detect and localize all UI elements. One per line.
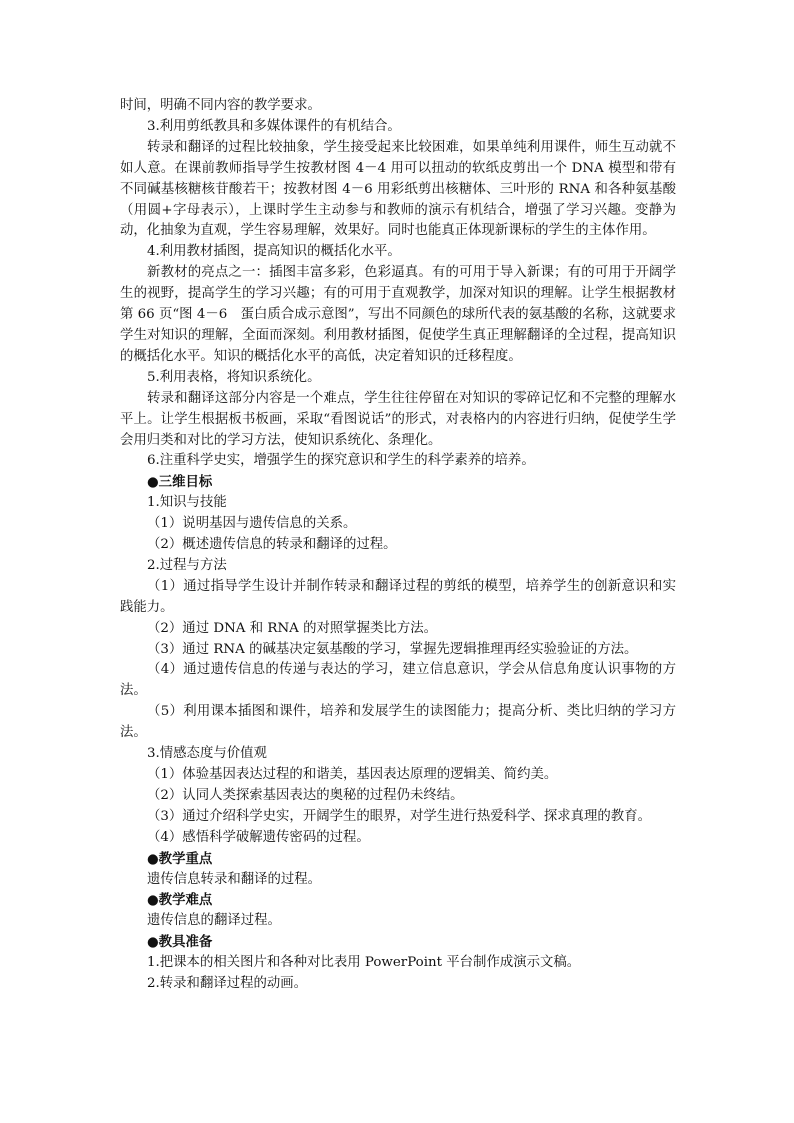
goal-item: （3）通过 RNA 的碱基决定氨基酸的学习，掌握先逻辑推理再经实验验证的方法。 bbox=[147, 641, 638, 657]
goal-heading-knowledge: 1.知识与技能 bbox=[147, 495, 227, 511]
section-heading-goals: ●三维目标 bbox=[147, 474, 213, 491]
item-heading-4: 4.利用教材插图，提高知识的概括化水平。 bbox=[147, 244, 401, 260]
goal-item: （2）认同人类探索基因表达的奥秘的过程仍未终结。 bbox=[147, 787, 464, 803]
item-heading-3: 3.利用剪纸教具和多媒体课件的有机结合。 bbox=[147, 118, 401, 134]
item-heading-5: 5.利用表格，将知识系统化。 bbox=[147, 369, 321, 385]
paragraph-paper-cutting: 转录和翻译的过程比较抽象，学生接受起来比较困难，如果单纯利用课件，师生互动就不如人意。在课前教师指导学生按教材图 4－4 用可以扭动的软纸皮剪出一个 DNA 模型和带有不同碱基核糖核苷酸若干；按教材图 4－6 用彩纸剪出核糖体、三叶形的 RNA 和各种氨基酸（用圆+字母表示），上课时学生主动参与和教师的演示有机结合，增强了学习兴趣。变静为动，化抽象为直观，学生容易理解，效果好。同时也能真正体现新课标的学生的主体作用。 bbox=[120, 139, 676, 239]
paragraph-illustrations: 新教材的亮点之一：插图丰富多彩，色彩逼真。有的可用于导入新课；有的可用于开阔学生的视野，提高学生的学习兴趣；有的可用于直观教学，加深对知识的理解。让学生根据教材第 66 页“图 4－6 蛋白质合成示意图”，写出不同颜色的球所代表的氨基酸的名称，这就要求学生对知识的理解，全面而深刻。利用教材插图，促使学生真正理解翻译的全过程，提高知识的概括化水平。知识的概括化水平的高低，决定着知识的迁移程度。 bbox=[120, 265, 676, 364]
goal-item: （2）通过 DNA 和 RNA 的对照掌握类比方法。 bbox=[147, 620, 437, 636]
key-points-text: 遗传信息转录和翻译的过程。 bbox=[147, 871, 322, 887]
goal-item: （1）通过指导学生设计并制作转录和翻译过程的剪纸的模型，培养学生的创新意识和实践能力。 bbox=[120, 578, 676, 615]
goal-heading-attitude: 3.情感态度与价值观 bbox=[147, 746, 267, 762]
materials-item: 2.转录和翻译过程的动画。 bbox=[147, 976, 308, 992]
goal-item: （4）通过遗传信息的传递与表达的学习，建立信息意识，学会从信息角度认识事物的方法。 bbox=[120, 662, 676, 699]
goal-item: （4）感悟科学破解遗传密码的过程。 bbox=[147, 829, 370, 845]
difficulties-text: 遗传信息的翻译过程。 bbox=[147, 913, 281, 929]
paragraph-continuation: 时间，明确不同内容的教学要求。 bbox=[120, 98, 321, 113]
document-page bbox=[120, 96, 676, 995]
goal-item: （5）利用课本插图和课件，培养和发展学生的读图能力；提高分析、类比归纳的学习方法。 bbox=[120, 704, 676, 741]
goal-item: （1）说明基因与遗传信息的关系。 bbox=[147, 516, 357, 532]
goal-item: （3）通过介绍科学史实，开阔学生的眼界，对学生进行热爱科学、探求真理的教育。 bbox=[147, 808, 651, 824]
section-heading-key-points: ●教学重点 bbox=[147, 850, 213, 867]
goal-item: （2）概述遗传信息的转录和翻译的过程。 bbox=[147, 537, 397, 553]
goal-item: （1）体验基因表达过程的和谐美，基因表达原理的逻辑美、简约美。 bbox=[147, 767, 558, 782]
item-heading-6: 6.注重科学史实，增强学生的探究意识和学生的科学素养的培养。 bbox=[147, 453, 535, 469]
goal-heading-process: 2.过程与方法 bbox=[147, 557, 227, 573]
section-heading-difficulties: ●教学难点 bbox=[147, 892, 213, 909]
section-heading-materials: ●教具准备 bbox=[147, 934, 213, 951]
paragraph-tables: 转录和翻译这部分内容是一个难点，学生往往停留在对知识的零碎记忆和不完整的理解水平上。让学生根据板书板画，采取“看图说话”的形式，对表格内的内容进行归纳，促使学生学会用归类和对比的学习方法，使知识系统化、条理化。 bbox=[120, 390, 676, 448]
materials-item: 1.把课本的相关图片和各种对比表用 PowerPoint 平台制作成演示文稿。 bbox=[147, 955, 581, 971]
